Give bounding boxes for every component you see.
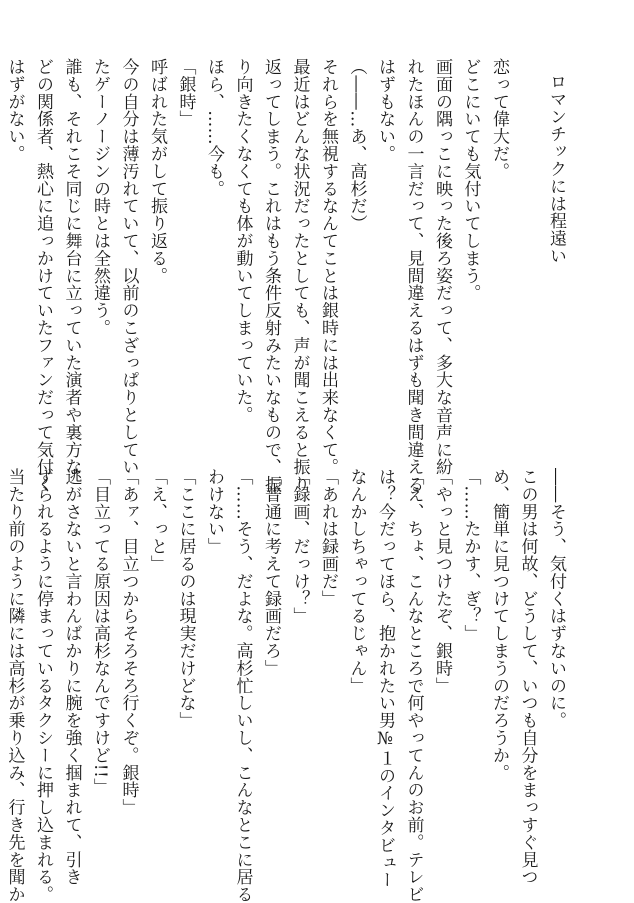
text-line: 「え、っと」 [147,468,167,573]
chapter-title: ロマンチックには程遠い [546,73,566,265]
text-line: 「やっと見つけたぞ、銀時」 [432,468,452,695]
text-line: どこにいても気付いてしまう。 [460,58,481,302]
text-line: 当たり前のように隣には高杉が乗り込み、行き先を聞か [4,468,25,903]
text-line: それらを無視するなんてことは銀時には出来なくて。 [318,58,338,476]
text-line: 「銀時」 [175,58,196,128]
text-line: なんかしちゃってるじゃん」 [346,468,367,695]
text-line: 逃がさないと言わんばかりに腕を強く掴まれて、引き [61,468,82,886]
text-line: 「……そう、だよな。高杉忙しいし、こんなとこに居る [232,468,253,903]
text-line: 最近はどんな状況だったとしても、声が聞こえると振り [289,58,310,493]
text-line: たゲーノージンの時とは全然違う。 [90,58,110,337]
text-line: 「普通に考えて録画だろ」 [261,468,281,677]
text-line: （――…あ、高杉だ） [346,58,367,232]
text-line: この男は何故、どうして、いつも自分をまっすぐ見つ [517,468,538,886]
text-line: 今の自分は薄汚れていて、以前のこざっぱりとしてい [118,58,139,476]
bottom-text-block [4,468,570,903]
text-line: 誰も、それこそ同じに舞台に立っていた演者や裏方な [61,58,82,476]
text-line: 画面の隅っこに映った後ろ姿だって、多大な音声に紛 [432,58,452,476]
text-line: 返ってしまう。これはもう条件反射みたいなもので、振 [261,58,281,493]
text-line: 「録画、だっけ？」 [289,468,310,625]
text-line: はずがない。 [4,58,25,163]
text-line: ずられるように停まっているタクシーに押し込まれる。 [33,468,53,903]
text-line: 「ここに居るのは現実だけどな」 [175,468,196,729]
text-line: 「目立ってる原因は高杉なんですけど!!」 [90,468,110,796]
text-line: れたほんの一言だって、見間違えるはずも聞き間違える [403,58,424,493]
text-line: め、簡単に見つけてしまうのだろうか。 [489,468,509,782]
title-spacer [513,58,542,438]
text-line: わけない」 [204,468,224,555]
text-line: り向きたくなくても体が動いてしまっていた。 [232,58,253,424]
text-line: 「……たかす、ぎ？」 [460,468,481,642]
text-line: はずもない。 [375,58,395,163]
top-text-block [4,58,570,493]
text-line: 呼ばれた気がして振り返る。 [147,58,167,285]
text-line: 恋って偉大だ。 [489,58,509,180]
text-line: どの関係者、熱心に追っかけていたファンだって気付く [33,58,53,493]
text-line: 「あァ、目立つからそろそろ行くぞ。銀時」 [118,468,139,816]
text-line: 「え、ちょ、こんなところで何やってんのお前。テレビ [403,468,424,903]
text-line: ――そう、気付くはずないのに。 [546,468,566,729]
text-line: 「あれは録画だ」 [318,468,338,608]
text-line: ほら、……今も。 [204,58,224,198]
text-line: は？今だってほら、抱かれたい男№１のインタビュー [375,468,395,889]
